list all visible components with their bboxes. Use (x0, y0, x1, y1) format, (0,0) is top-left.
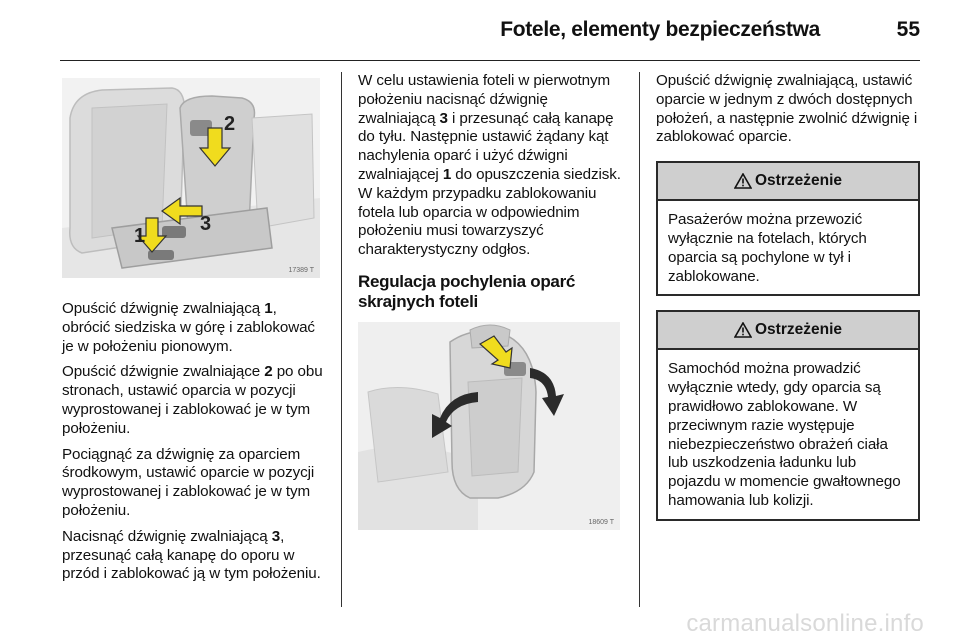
warning-header (658, 312, 918, 350)
warning-box-1 (656, 161, 920, 296)
warning-body (658, 350, 918, 518)
column-divider-1 (341, 72, 342, 607)
callout-3: 3 (200, 213, 212, 235)
warning-body (658, 201, 918, 294)
page-number: 55 (896, 18, 920, 41)
paragraph-3: Pociągnąć za dźwignię za oparciem środkowym, ustawić oparcie w pozycji wyprostowanej i zablokować je w tym położeniu. (62, 445, 315, 519)
paragraph-restore-seats: W celu ustawienia foteli w pierwotnym położeniu nacisnąć dźwignię zwalniającą 3 i przesunąć całą kanapę do tyłu. Następnie ustawić żądany kąt nachylenia oparć i użyć dźwigni zwalniającej 1 do opuszczenia siedzisk. W każdym przypadku zablokowaniu fotela lub oparcia w odpowiednim położeniu musi towarzyszyć charakterystyczny odgłos. (358, 72, 621, 259)
header-rule (60, 60, 920, 61)
figure-rear-seat-levers (62, 78, 320, 278)
figure-code: 18609 T (588, 518, 614, 526)
callout-1: 1 (134, 225, 146, 247)
warning-header (658, 163, 918, 201)
section-heading: Regulacja pochylenia oparć skrajnych foteli (358, 271, 576, 311)
column-divider-2 (639, 72, 640, 607)
warning-text: Samochód można prowadzić wyłącznie wtedy, gdy oparcia są prawidłowo zablokowane. W przeciwnym razie występuje niebezpieczeństwo obrażeń ciała lub uszkodzenia ładunku lub pojazdu w momencie gwałtownego hamowania lub kolizji. (668, 360, 901, 509)
warning-title: Ostrzeżenie (754, 321, 842, 339)
warning-box-2 (656, 310, 920, 520)
column-3 (656, 72, 920, 521)
warning-title: Ostrzeżenie (754, 172, 842, 190)
column-1 (62, 72, 324, 591)
watermark: carmanualsonline.info (686, 610, 924, 637)
warning-triangle-icon (734, 322, 752, 338)
page-title: Fotele, elementy bezpieczeństwa (500, 18, 820, 41)
figure-backrest-adjust (358, 322, 620, 530)
column-2 (358, 72, 626, 530)
paragraph-1: Opuścić dźwignię zwalniającą 1, obrócić siedziska w górę i zablokować je w położeniu pionowym. (62, 300, 315, 355)
callout-2: 2 (224, 113, 236, 135)
rear-seat-illustration (62, 78, 320, 278)
paragraph-release-lever: Opuścić dźwignię zwalniającą, ustawić oparcie w jednym z dwóch dostępnych położeń, a następnie zwolnić dźwignię i zablokować oparcie. (656, 72, 918, 146)
warning-text: Pasażerów można przewozić wyłącznie na fotelach, których oparcia są pochylone w tył i zablokowane. (668, 211, 867, 285)
backrest-illustration (358, 322, 620, 530)
figure-code: 17389 T (288, 267, 314, 274)
warning-triangle-icon (734, 173, 752, 189)
paragraph-4: Nacisnąć dźwignię zwalniającą 3, przesunąć całą kanapę do oporu w przód i zablokować ją w tym położeniu. (62, 527, 321, 583)
paragraph-2: Opuścić dźwignie zwalniające 2 po obu stronach, ustawić oparcia w pozycji wyprostowanej i zablokować je w tym położeniu. (62, 363, 323, 437)
